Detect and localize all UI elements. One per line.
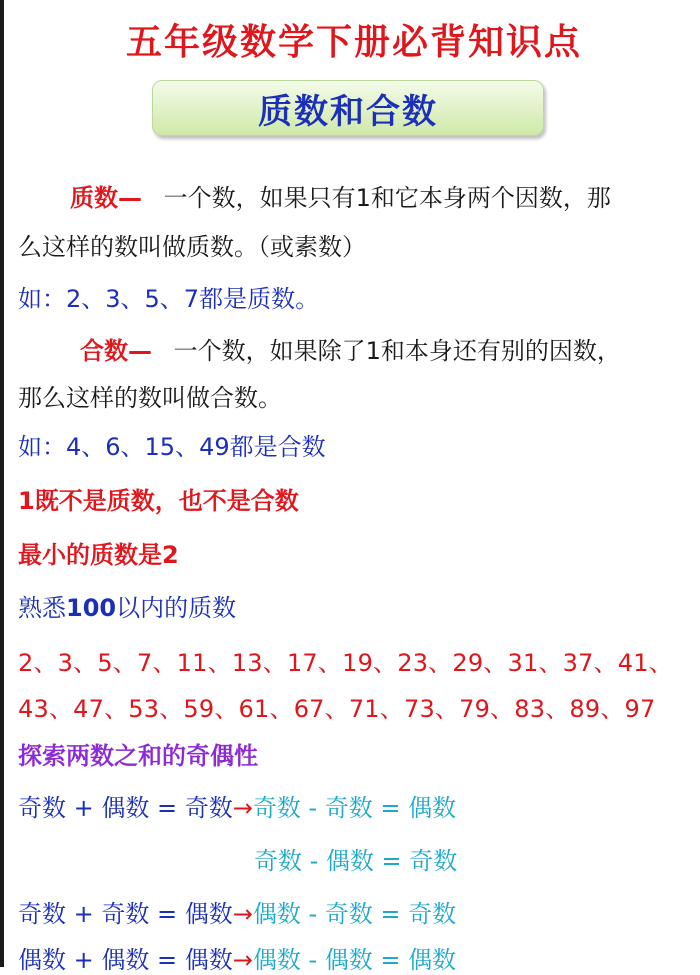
rule-1-right: 奇数 - 奇数 = 偶数 [252, 794, 457, 822]
parity-rule-3 [18, 894, 456, 929]
prime-definition-text: 一个数，如果只有1和它本身两个因数，那 [163, 184, 611, 212]
prime-term: 质数— [70, 184, 142, 212]
fact-smallest-prime: 最小的质数是2 [18, 541, 179, 569]
section-title: 质数和合数 [258, 91, 438, 132]
primes-row-1: 2、3、5、7、11、13、17、19、23、29、31、37、41、 [18, 649, 673, 677]
composite-example: 如：4、6、15、49都是合数 [18, 433, 326, 461]
rule-2-right: 奇数 - 偶数 = 奇数 [254, 847, 458, 875]
parity-rule-2 [254, 841, 457, 876]
rule-4-arrow: → [232, 946, 253, 974]
familiar-prefix: 熟悉 [18, 594, 66, 622]
familiar-suffix: 以内的质数 [116, 594, 237, 622]
composite-definition-line-1 [80, 331, 621, 366]
section-banner [152, 80, 544, 136]
familiar-primes-heading [18, 588, 236, 623]
rule-1-arrow: → [232, 794, 253, 822]
rule-1-left: 奇数 + 偶数 = 奇数 [18, 794, 233, 822]
composite-definition-text: 一个数，如果除了1和本身还有别的因数， [173, 337, 621, 365]
rule-3-left: 奇数 + 奇数 = 偶数 [18, 900, 233, 928]
rule-4-right: 偶数 - 偶数 = 偶数 [252, 946, 457, 974]
parity-rule-4 [18, 940, 456, 975]
familiar-number: 100 [66, 594, 117, 622]
primes-row-2: 43、47、53、59、61、67、71、73、79、83、89、97 [18, 695, 656, 723]
page-title: 五年级数学下册必背知识点 [125, 22, 582, 63]
parity-rule-1 [18, 788, 456, 823]
composite-term: 合数— [80, 337, 152, 365]
prime-definition-line-1 [70, 178, 611, 213]
composite-definition-line-2: 那么这样的数叫做合数。 [18, 384, 282, 412]
rule-3-arrow: → [232, 900, 253, 928]
rule-3-right: 偶数 - 奇数 = 奇数 [252, 900, 457, 928]
prime-definition-line-2: 么这样的数叫做质数。（或素数） [18, 233, 366, 261]
parity-title: 探索两数之和的奇偶性 [18, 742, 258, 770]
prime-example: 如：2、3、5、7都是质数。 [18, 285, 320, 313]
rule-4-left: 偶数 + 偶数 = 偶数 [18, 946, 233, 974]
fact-one: 1既不是质数，也不是合数 [18, 487, 299, 515]
